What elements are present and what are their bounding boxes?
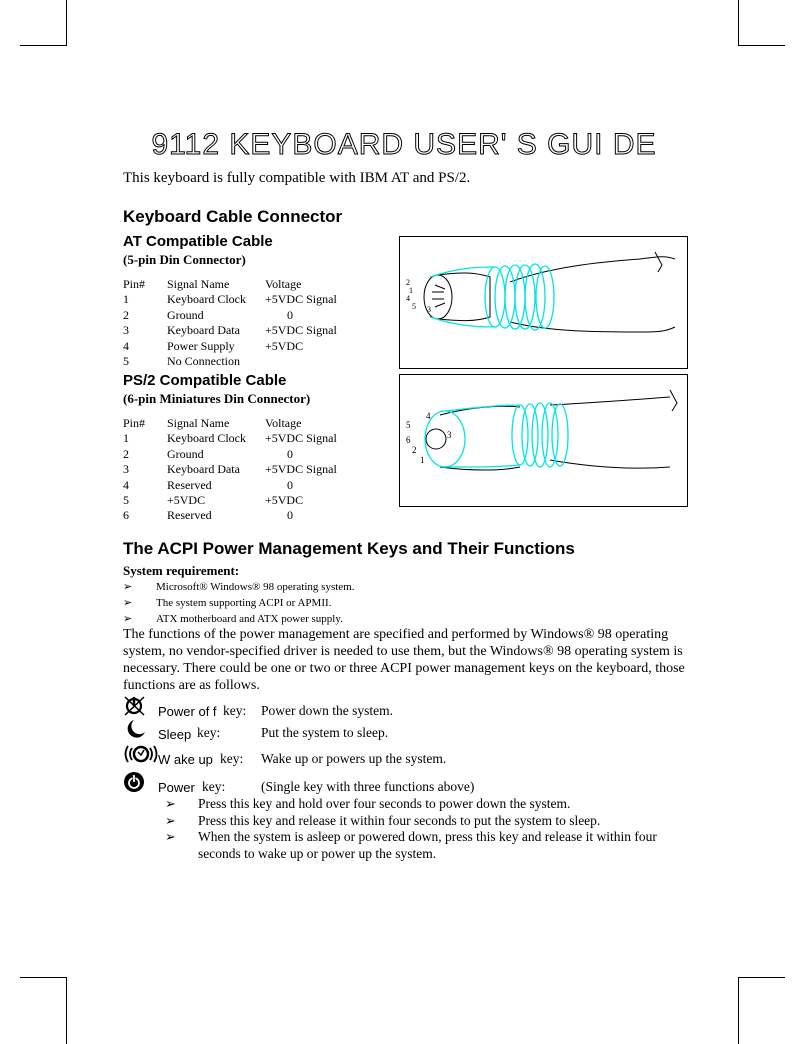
crop-mark-bottom-right-h — [738, 977, 785, 978]
crop-mark-top-right-h — [738, 45, 785, 46]
list-item: ➢ The system supporting ACPI or APMII. — [123, 597, 332, 609]
bullet-arrow-icon: ➢ — [165, 812, 176, 828]
table-row: 3 Keyboard Data +5VDC Signal — [123, 462, 337, 477]
wake-up-icon — [122, 742, 160, 770]
ps2-pin-label: 2 — [412, 445, 417, 455]
list-item: ➢ Microsoft® Windows® 98 operating system. — [123, 581, 355, 593]
intro-text: This keyboard is fully compatible with IBM AT and PS/2. — [123, 170, 471, 186]
key-label: key: — [202, 779, 226, 794]
list-item: ➢ Press this key and hold over four seconds to power down the system. — [165, 796, 571, 811]
bullet-arrow-icon: ➢ — [123, 581, 133, 593]
crop-mark-top-left-v — [66, 0, 67, 45]
ps2-cable-heading: PS/2 Compatible Cable — [123, 372, 287, 389]
table-row: 2 Ground 0 — [123, 307, 293, 322]
bullet-arrow-icon: ➢ — [123, 613, 133, 625]
table-row: 2 Ground 0 — [123, 446, 293, 461]
table-row: 5 +5VDC +5VDC — [123, 493, 304, 508]
acpi-heading: The ACPI Power Management Keys and Their Functions — [123, 539, 575, 558]
at-pin-label: 2 — [406, 278, 410, 287]
crop-mark-bottom-left-h — [20, 977, 67, 978]
key-description: Put the system to sleep. — [261, 725, 389, 740]
at-pin-label: 5 — [412, 302, 416, 311]
at-cable-heading: AT Compatible Cable — [123, 233, 273, 250]
key-name: Sleep — [158, 727, 192, 742]
at-pin-label: 4 — [406, 294, 410, 303]
key-label: key: — [223, 703, 247, 718]
at-pin-label: 3 — [427, 305, 431, 314]
bullet-arrow-icon: ➢ — [165, 829, 176, 844]
bullet-arrow-icon: ➢ — [123, 597, 133, 609]
crop-mark-top-left-h — [20, 45, 67, 46]
ps2-connector-figure — [399, 374, 688, 507]
system-requirement-title: System requirement: — [123, 563, 240, 578]
acpi-description: The functions of the power management are specified and performed by Windows® 98 operating system, no vendor-specified driver is needed to use them, but the Windows® 98 operating system is necessary. There could be one or two or three ACPI power management keys on the keyboard, those functions are as follows. — [123, 627, 685, 693]
ps2-cable-subheading: (6-pin Miniatures Din Connector) — [123, 391, 311, 406]
table-row: 6 Reserved 0 — [123, 508, 293, 523]
table-header-row: Pin# Signal Name Voltage — [123, 416, 302, 430]
key-description: (Single key with three functions above) — [261, 779, 475, 794]
key-name: Power of f — [158, 704, 217, 719]
table-row: 5 No Connection — [123, 354, 240, 369]
at-connector-figure — [399, 236, 688, 369]
list-item: ➢ When the system is asleep or powered down, press this key and release it within four seconds to wake up or power up the system. — [165, 829, 657, 861]
key-description: Wake up or powers up the system. — [261, 751, 447, 766]
at-connector-drawing — [400, 237, 687, 368]
sleep-moon-icon — [125, 718, 147, 744]
at-pin-label: 1 — [409, 286, 413, 295]
ps2-pin-label: 6 — [406, 435, 411, 445]
table-row: 1 Keyboard Clock +5VDC Signal — [123, 292, 337, 307]
ps2-pin-label: 1 — [420, 455, 425, 465]
crop-mark-bottom-right-v — [738, 977, 739, 1044]
ps2-pin-label: 5 — [406, 420, 411, 430]
key-label: key: — [197, 725, 221, 740]
cable-section-heading: Keyboard Cable Connector — [123, 207, 343, 226]
key-name: Power — [158, 780, 195, 795]
key-row-power — [122, 770, 682, 794]
table-row: 4 Reserved 0 — [123, 477, 293, 492]
key-name: W ake up — [158, 752, 213, 767]
bullet-arrow-icon: ➢ — [165, 796, 176, 811]
at-pin-table — [123, 277, 337, 369]
power-icon — [122, 770, 146, 798]
list-item: ➢ Press this key and release it within four seconds to put the system to sleep. — [165, 812, 601, 828]
key-row-power-off — [122, 694, 682, 718]
table-row: 1 Keyboard Clock +5VDC Signal — [123, 431, 337, 446]
table-header-row: Pin# Signal Name Voltage — [123, 277, 302, 291]
ps2-connector-drawing — [400, 375, 687, 506]
key-description: Power down the system. — [261, 703, 393, 718]
table-row: 4 Power Supply +5VDC — [123, 338, 304, 353]
table-row: 3 Keyboard Data +5VDC Signal — [123, 323, 337, 338]
ps2-pin-label: 4 — [426, 411, 431, 421]
requirements-list — [123, 579, 354, 627]
at-cable-subheading: (5-pin Din Connector) — [123, 252, 246, 267]
page-title: 9112 KEYBOARD USER' S GUI DE — [151, 128, 657, 161]
key-row-sleep — [122, 718, 682, 742]
ps2-pin-label: 3 — [447, 430, 452, 440]
crop-mark-top-right-v — [738, 0, 739, 45]
crop-mark-bottom-left-v — [66, 977, 67, 1044]
key-label: key: — [220, 751, 244, 766]
power-key-bullets — [165, 796, 685, 862]
key-row-wake-up — [122, 742, 682, 766]
ps2-pin-table — [123, 416, 337, 524]
list-item: ➢ ATX motherboard and ATX power supply. — [123, 613, 343, 625]
